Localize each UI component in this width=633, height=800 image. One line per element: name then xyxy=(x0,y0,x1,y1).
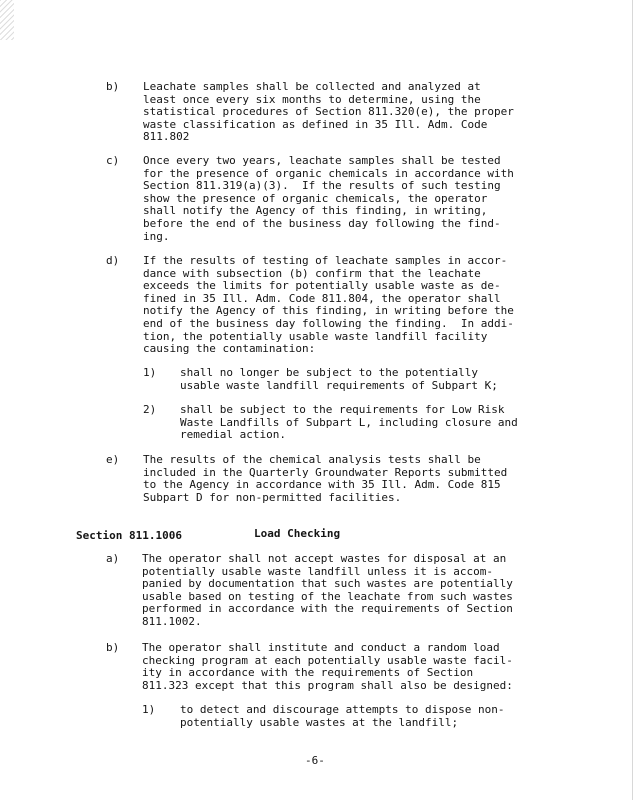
item-text-line: Subpart D for non-permitted facilities. xyxy=(143,490,402,504)
page-number: -6- xyxy=(305,754,325,767)
item-text-line: Once every two years, leachate samples shall be tested xyxy=(143,154,501,167)
item-label: b) xyxy=(106,80,120,93)
item-text-line: panied by documentation that such wastes are potentially xyxy=(142,577,513,591)
item-text-line: Leachate samples shall be collected and analyzed at xyxy=(143,80,481,93)
item-text-line: checking program at each potentially usable waste facil- xyxy=(142,653,513,667)
item-text-line: The operator shall not accept wastes for disposal at an xyxy=(142,552,507,565)
item-text-line: causing the contamination: xyxy=(143,342,316,356)
item-text-line: fined in 35 Ill. Adm. Code 811.804, the operator shall xyxy=(143,291,501,305)
item-text-line: usable waste landfill requirements of Subpart K; xyxy=(180,378,498,392)
item-text-line: usable based on testing of the leachate from such wastes xyxy=(142,589,513,603)
item-text-line: exceeds the limits for potentially usable waste as de- xyxy=(143,279,501,293)
item-label: e) xyxy=(106,453,120,466)
sub-item-label: 1) xyxy=(142,703,156,716)
item-text-line: to detect and discourage attempts to dispose non- xyxy=(180,703,505,716)
item-text-line: potentially usable wastes at the landfill; xyxy=(180,715,459,729)
item-text-line: 811.323 except that this program shall also be designed: xyxy=(142,678,513,692)
item-text-line: Section 811.319(a)(3). If the results of such testing xyxy=(143,179,501,193)
item-text-line: The results of the chemical analysis tests shall be xyxy=(143,453,481,466)
section-number: Section 811.1006 xyxy=(76,529,182,542)
item-label: d) xyxy=(106,254,120,267)
item-text-line: shall notify the Agency of this finding, in writing, xyxy=(143,204,488,218)
item-text-line: for the presence of organic chemicals in accordance with xyxy=(143,166,514,180)
item-text-line: tion, the potentially usable waste landfill facility xyxy=(143,329,488,343)
item-text-line: dance with subsection (b) confirm that the leachate xyxy=(143,266,481,280)
item-label: b) xyxy=(106,641,120,654)
item-text-line: shall no longer be subject to the potentially xyxy=(180,366,479,379)
item-text-line: least once every six months to determine, using the xyxy=(143,92,481,106)
item-text-line: remedial action. xyxy=(180,428,286,442)
item-text-line: Waste Landfills of Subpart L, including closure and xyxy=(180,415,518,429)
item-label: c) xyxy=(106,154,120,167)
item-text-line: The operator shall institute and conduct a random load xyxy=(142,641,500,654)
item-text-line: shall be subject to the requirements for Low Risk xyxy=(180,403,505,416)
item-text-line: 811.802 xyxy=(143,130,190,144)
item-label: a) xyxy=(106,552,120,565)
item-text-line: end of the business day following the finding. In addi- xyxy=(143,317,514,330)
item-text-line: 811.1002. xyxy=(142,615,202,628)
item-text-line: performed in accordance with the requirements of Section xyxy=(142,602,513,616)
item-text-line: ing. xyxy=(143,229,170,243)
section-title: Load Checking xyxy=(254,527,341,540)
item-text-line: show the presence of organic chemicals, the operator xyxy=(143,191,488,205)
sub-item-label: 1) xyxy=(143,366,157,379)
item-text-line: If the results of testing of leachate samples in accor- xyxy=(143,254,508,267)
item-text-line: waste classification as defined in 35 Ill. Adm. Code xyxy=(143,117,488,131)
item-text-line: before the end of the business day following the find- xyxy=(143,217,501,230)
item-text-line: ity in accordance with the requirements of Section xyxy=(142,666,474,680)
item-text-line: included in the Quarterly Groundwater Reports submitted xyxy=(143,465,508,479)
item-text-line: statistical procedures of Section 811.320(e), the proper xyxy=(143,105,514,119)
scan-artifact xyxy=(0,0,14,40)
sub-item-label: 2) xyxy=(143,403,157,416)
item-text-line: notify the Agency of this finding, in writing before the xyxy=(143,304,514,318)
item-text-line: to the Agency in accordance with 35 Ill. Adm. Code 815 xyxy=(143,478,501,492)
item-text-line: potentially usable waste landfill unless it is accom- xyxy=(142,564,493,578)
